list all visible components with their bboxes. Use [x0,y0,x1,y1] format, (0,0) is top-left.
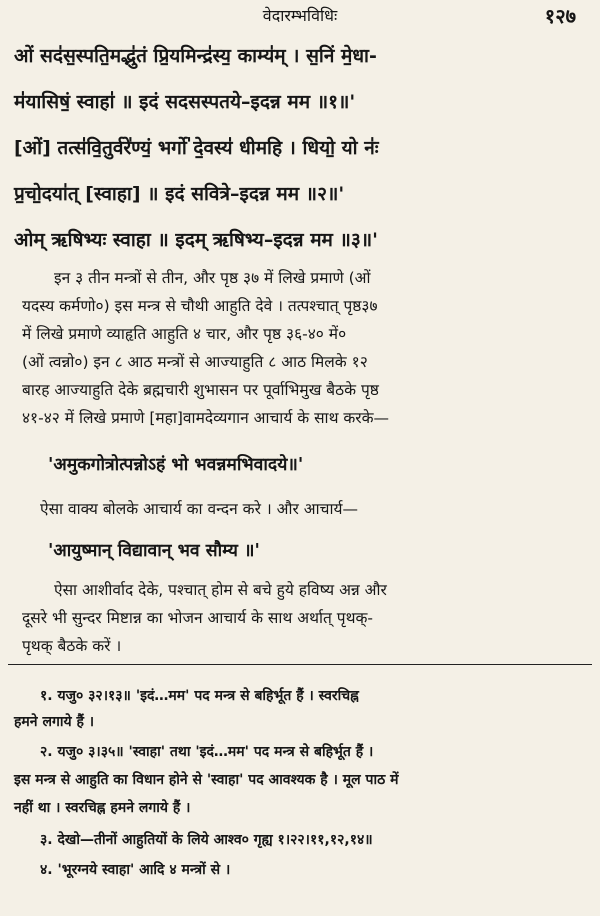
mantra-line-2: म॑यासिषं॒ स्वाहा॑ ॥ इदं सदसस्पतये–इदन्न मम ॥१॥' [14,91,356,113]
paragraph-line-6: ४१-४२ में लिखे प्रमाणे [महा]वामदेव्यगान आचार्य के साथ करके— [22,409,390,427]
footnote-3: ३. देखो—तीनों आहुतियों के लिये आश्व० गृह्य १।२२।११,१२,१४॥ [40,832,373,848]
paragraph-line-5: बारह आज्याहुति देके ब्रह्मचारी शुभासन पर पूर्वाभिमुख बैठके पृष्ठ [22,381,379,399]
footnote-2-cont-2: नहीं था । स्वरचिह्न हमने लगाये हैं । [14,800,191,816]
mantra-line-3: [ओं] तत्स॑वि॒तुर्वरे॑ण्यं॒ भर्गो॑ दे॒वस्य॑ धीमहि । धियो॒ यो नः॑ [14,137,379,159]
salutation-quote: 'अमुकगोत्रोत्पन्नोऽहं भो भवन्नमभिवादये॥' [48,455,304,475]
paragraph-line-1: इन ३ तीन मन्त्रों से तीन, और पृष्ठ ३७ में लिखे प्रमाणे (ओं [54,269,371,287]
footnote-divider [8,664,592,665]
paragraph2-line-1: ऐसा आशीर्वाद देके, पश्चात् होम से बचे हुये हविष्य अन्न और [54,581,387,599]
footnote-2-cont-1: इस मन्त्र से आहुति का विधान होने से 'स्वाहा' पद आवश्यक है । मूल पाठ में [14,772,399,788]
mantra-line-5: ओम् ऋषिभ्यः स्वाहा ॥ इदम् ऋषिभ्य–इदन्न मम ॥३॥' [14,229,378,251]
paragraph-line-3: में लिखे प्रमाणे व्याहृति आहुति ४ चार, और पृष्ठ ३६-४० में० [22,325,347,343]
footnote-1: १. यजु० ३२।१३॥ 'इदं…मम' पद मन्त्र से बहिर्भूत हैं । स्वरचिह्न [40,688,359,704]
running-header [0,2,600,28]
footnote-1-cont: हमने लगाये हैं । [14,714,95,730]
blessing-quote: 'आयुष्मान् विद्यावान् भव सौम्य ॥' [48,541,260,561]
paragraph-line-2: यदस्य कर्मणो०) इस मन्त्र से चौथी आहुति देवे । तत्पश्चात् पृष्ठ३७ [22,297,378,315]
greeting-line: ऐसा वाक्य बोलके आचार्य का वन्दन करे । और आचार्य— [40,500,358,518]
footnote-4: ४. 'भूरग्नये स्वाहा' आदि ४ मन्त्रों से । [40,862,231,878]
page-number: १२७ [544,4,576,28]
paragraph2-line-3: पृथक् बैठके करें । [22,637,122,655]
paragraph2-line-2: दूसरे भी सुन्दर मिष्टान्न का भोजन आचार्य के साथ अर्थात् पृथक्- [22,609,373,627]
footnote-2: २. यजु० ३।३५॥ 'स्वाहा' तथा 'इदं…मम' पद मन्त्र से बहिर्भूत हैं । [40,744,374,760]
mantra-line-1: ओं सद॑स॒स्पति॒मद्भु॑तं प्रि॒यमिन्द्र॑स्य॒ काम्य॑म् । स॒निं मे॒धा- [14,45,377,67]
mantra-line-4: प्र॒चो॒दया॑त् [स्वाहा] ॥ इदं सवित्रे–इदन्न मम ॥२॥' [14,183,345,205]
chapter-title: वेदारम्भविधिः [262,6,338,25]
paragraph-line-4: (ओं त्वन्नो०) इन ८ आठ मन्त्रों से आज्याहुति ८ आठ मिलके १२ [22,353,368,371]
